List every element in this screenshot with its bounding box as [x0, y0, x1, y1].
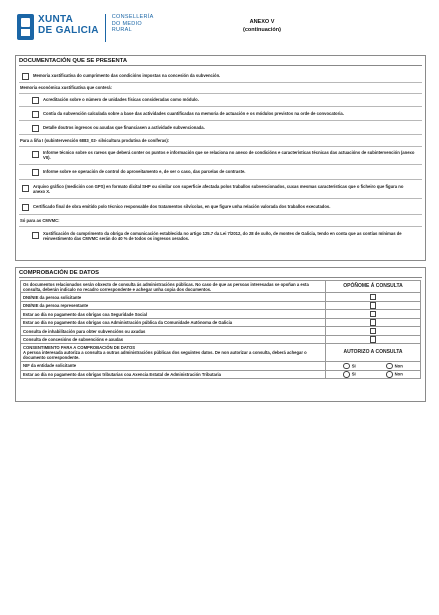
table-row — [21, 327, 421, 336]
yes-radio[interactable] — [343, 371, 350, 378]
contia-label: Contía da subvención calculada sobre a base das actividades cuantificadas na memoria de actuación e os módulos previstos na orde de convocatoria. — [43, 111, 344, 116]
no-option[interactable] — [386, 363, 403, 370]
acreditacion-label: Acreditación sobre o número de unidades físicas consideradas como módulo. — [43, 97, 199, 102]
yes-label: SI — [351, 371, 356, 377]
row-label: DNI/NIE da persoa representante — [21, 301, 326, 310]
memoria-economica-heading: Memoria económica xustificativa que conterá: — [20, 85, 112, 90]
oppose-checkbox[interactable] — [370, 336, 377, 343]
divider — [19, 93, 422, 94]
yes-no-group — [328, 371, 418, 378]
divider — [19, 134, 422, 135]
memoria-xustificativa-label: Memoria xustificativa do cumprimento das condicións impostas na concesión da subvención. — [33, 73, 221, 78]
xunta-logo — [17, 14, 154, 42]
intro-text: Os documentos relacionados serán obxecto de consulta ás administracións públicas. No caso de que as persoas interesadas se opoñan a esta consulta, deberán indicalo no recadro correspondente e achegar unha copia dos documentos. — [21, 281, 326, 293]
opposition-column-header: OPÓÑOME Á CONSULTA — [326, 281, 421, 293]
divider — [19, 179, 422, 180]
documentation-title: DOCUMENTACIÓN QUE SE PRESENTA — [19, 58, 128, 64]
row-label: Consulta de concesións de subvencións e axudas — [21, 335, 326, 344]
oppose-checkbox[interactable] — [370, 311, 377, 318]
yes-option[interactable] — [343, 371, 355, 378]
informe-tecnico-checkbox[interactable] — [32, 151, 39, 158]
logo-text — [38, 14, 99, 36]
detalle-label: Detalle doutros ingresos ou axudas que financiasen a actividade subvencionada. — [43, 125, 205, 130]
no-label: Non — [394, 371, 403, 377]
divider — [19, 106, 422, 107]
row-label: DNI/NIE da persoa solicitante — [21, 293, 326, 302]
divider — [19, 120, 422, 121]
row-label: Estar ao día no pagamento das obrigas coa Administración pública da Comunidade Autónoma de Galicia — [21, 318, 326, 327]
oppose-checkbox[interactable] — [370, 319, 377, 326]
no-radio[interactable] — [386, 371, 393, 378]
divider — [19, 146, 422, 147]
yes-option[interactable] — [343, 363, 355, 370]
dept-line3: RURAL — [111, 27, 132, 33]
arquivo-grafico-checkbox[interactable] — [22, 185, 29, 192]
xustificacion-checkbox[interactable] — [32, 232, 39, 239]
row-label: Estar ao día no pagamento das obrigas tributarias coa Axencia Estatal de Administración Tributaria — [21, 370, 326, 379]
divider — [19, 198, 422, 199]
divider — [19, 82, 422, 83]
certificado-checkbox[interactable] — [22, 204, 29, 211]
oppose-cell — [326, 301, 421, 310]
oppose-checkbox[interactable] — [370, 328, 377, 335]
intro-row — [21, 281, 421, 293]
row-label: Consulta de inhabilitación para obter subvencións ou axudas — [21, 327, 326, 336]
table-row — [21, 310, 421, 319]
authorize-column-header: AUTORIZO A CONSULTA — [326, 344, 421, 362]
page-header — [17, 14, 422, 48]
oppose-cell — [326, 335, 421, 344]
oppose-cell — [326, 310, 421, 319]
informe-tecnico-label: Informe técnico sobre os rareos que deberá conter os puntos e información que se relaciona no anexo de condicións e características técnicas das actuacións de subintervención (anexo VII). — [43, 150, 415, 161]
annex-subtitle: (continuación) — [243, 27, 281, 33]
table-row — [21, 370, 421, 379]
informe-operacion-label: Informe sobre se operación de control do aproveitamento e, de ser o caso, das parcelas de contraste. — [43, 169, 246, 174]
annex-title-block — [207, 18, 317, 34]
oppose-cell — [326, 327, 421, 336]
authorize-cell — [326, 370, 421, 379]
logo-line2: DE GALICIA — [38, 25, 99, 36]
certificado-label: Certificado final de obra emitido polo técnico responsable dos tratamentos silvícolas, en que figure unha relación valorada dos traballos executados. — [33, 204, 331, 209]
no-label: Non — [394, 362, 403, 368]
informe-operacion-checkbox[interactable] — [32, 169, 39, 176]
verification-table — [20, 280, 421, 379]
logo-line1: XUNTA — [38, 14, 74, 25]
dept-line1: CONSELLERÍA — [111, 14, 154, 20]
consent-intro — [21, 344, 326, 362]
arquivo-grafico-label: Arquivo gráfico (medición con GPS) en formato dixital SHP ou similar con superficie afectada polos traballos subvencionados, cuxas mesmas características que o ficheiro que figura no anexo X. — [33, 184, 404, 195]
verification-title: COMPROBACIÓN DE DATOS — [19, 270, 99, 276]
divider — [19, 226, 422, 227]
memoria-xustificativa-checkbox[interactable] — [22, 73, 29, 80]
table-row — [21, 362, 421, 371]
dept-line2: DO MEDIO — [111, 20, 142, 27]
verification-section — [15, 267, 426, 402]
table-row — [21, 293, 421, 302]
oppose-cell — [326, 318, 421, 327]
no-radio[interactable] — [386, 363, 393, 370]
row-label: NIF da entidade solicitante — [21, 362, 326, 371]
yes-label: SI — [351, 362, 356, 368]
documentation-title-rule — [19, 65, 422, 66]
contia-checkbox[interactable] — [32, 111, 39, 118]
documentation-section — [15, 55, 426, 261]
consent-header-row — [21, 344, 421, 362]
galicia-crest-icon — [17, 14, 34, 40]
table-row — [21, 318, 421, 327]
liña-heading: Para a liña I (subintervención 6883_02- silvicultura produtiva de coníferas): — [20, 138, 170, 143]
authorize-cell — [326, 362, 421, 371]
divider — [19, 214, 422, 215]
row-label: Estar ao día no pagamento das obrigas coa Seguridade Social — [21, 310, 326, 319]
oppose-cell — [326, 293, 421, 302]
xustificacion-label: Xustificación do cumprimento da obriga de comunicación establecida no artigo 125.7 da Lei 7/2012, do 28 de xuño, de montes de Galicia, tendo en conta que as contías mínimas de reinvestimento das CMVMC serán do 40 % de todos os ingresos xerados. — [43, 231, 402, 242]
divider — [19, 164, 422, 165]
yes-radio[interactable] — [343, 363, 350, 370]
table-row — [21, 301, 421, 310]
verification-title-rule — [19, 277, 422, 278]
logo-divider — [105, 14, 106, 42]
table-row — [21, 335, 421, 344]
oppose-checkbox[interactable] — [370, 302, 377, 309]
consent-heading: CONSENTIMENTO PARA A COMPROBACIÓN DE DATOS — [23, 344, 136, 350]
department-name — [112, 14, 154, 34]
acreditacion-checkbox[interactable] — [32, 97, 39, 104]
detalle-checkbox[interactable] — [32, 125, 39, 132]
consent-text: A persoa interesada autoriza a consulta a outras administracións públicas dos seguintes datos. De non autorizar a consulta, deberá achegar o documento correspondente. — [23, 350, 307, 361]
no-option[interactable] — [386, 371, 403, 378]
cmvmc-heading: Só para as CMVMC: — [20, 218, 60, 223]
oppose-checkbox[interactable] — [370, 294, 377, 301]
annex-title: ANEXO V — [249, 19, 275, 25]
yes-no-group — [328, 363, 418, 370]
